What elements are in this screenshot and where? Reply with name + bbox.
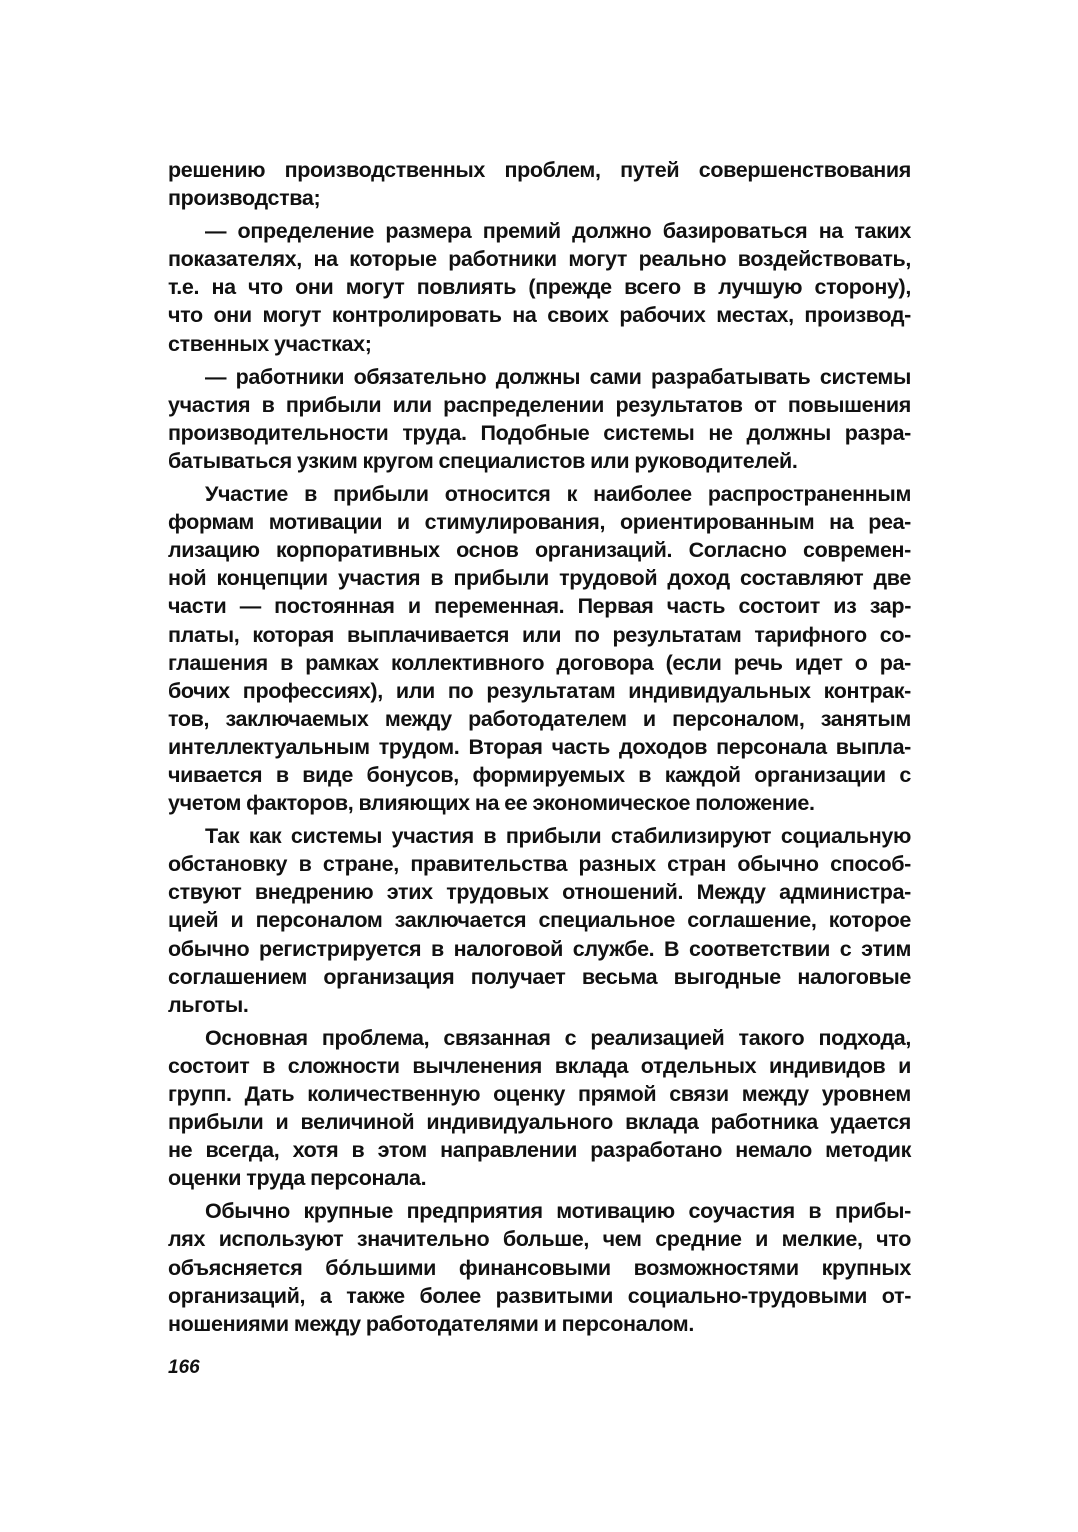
text-line: объясняется бóльшими финансовыми возможностями крупных [168, 1255, 911, 1280]
text-line: участия в прибыли или распределении результатов от повышения [168, 392, 911, 417]
text-line: ношениями между работодателями и персоналом. [168, 1311, 694, 1336]
text-line: обстановку в стране, правительства разных стран обычно способ- [168, 852, 911, 877]
text-line: цией и персоналом заключается специальное соглашение, которое [168, 908, 911, 933]
paragraph [168, 480, 911, 817]
paragraph [168, 217, 911, 357]
text-line: глашения в рамках коллективного договора (если речь идет о ра- [168, 650, 911, 675]
text-line: тов, заключаемых между работодателем и персоналом, занятым [168, 706, 911, 731]
paragraph [168, 156, 911, 212]
text-line: ствуют внедрению этих трудовых отношений. Между администра- [168, 880, 911, 905]
text-line: соглашением организация получает весьма выгодные налоговые [168, 964, 911, 989]
text-line: ной концепции участия в прибыли трудовой доход составляют две [168, 566, 911, 591]
page-body [168, 156, 911, 1338]
text-line: производительности труда. Подобные системы не должны разра- [168, 420, 911, 445]
text-line: интеллектуальным трудом. Вторая часть доходов персонала выпла- [168, 734, 911, 759]
text-line: прибыли и величиной индивидуального вклада работника удается [168, 1110, 911, 1135]
paragraph [168, 822, 911, 1019]
text-line: лизацию корпоративных основ организаций. Согласно современ- [168, 538, 911, 563]
text-line: организаций, а также более развитыми социально-трудовыми от- [168, 1283, 911, 1308]
text-line: учетом факторов, влияющих на ее экономическое положение. [168, 791, 815, 816]
text-line: — работники обязательно должны сами разрабатывать системы [205, 364, 911, 389]
text-line: лях используют значительно больше, чем средние и мелкие, что [168, 1227, 911, 1252]
text-line: Участие в прибыли относится к наиболее распространенным [205, 482, 911, 507]
text-line: Обычно крупные предприятия мотивацию соучастия в прибы- [205, 1199, 911, 1224]
text-line: чивается в виде бонусов, формируемых в каждой организации с [168, 762, 911, 787]
text-line: решению производственных проблем, путей совершенствования [168, 158, 911, 182]
text-line: производства; [168, 186, 321, 211]
page-number: 166 [168, 1357, 200, 1378]
text-line: Так как системы участия в прибыли стабилизируют социальную [205, 824, 911, 849]
text-line: обычно регистрируется в налоговой службе. В соответствии с этим [168, 936, 911, 961]
text-line: что они могут контролировать на своих рабочих местах, производ- [168, 303, 911, 328]
text-line: т.е. на что они могут повлиять (прежде всего в лучшую сторону), [168, 275, 911, 300]
text-line: части — постоянная и переменная. Первая часть состоит из зар- [168, 594, 911, 619]
text-line: Основная проблема, связанная с реализацией такого подхода, [205, 1025, 911, 1050]
text-line: формам мотивации и стимулирования, ориентированным на реа- [168, 510, 911, 535]
text-line: ственных участках; [168, 331, 372, 356]
text-line: платы, которая выплачивается или по результатам тарифного со- [168, 622, 911, 647]
text-line: батываться узким кругом специалистов или руководителей. [168, 448, 798, 473]
paragraph [168, 1197, 911, 1337]
text-line: показателях, на которые работники могут реально воздействовать, [168, 247, 911, 272]
text-line: льготы. [168, 992, 249, 1017]
paragraph [168, 1024, 911, 1193]
text-line: не всегда, хотя в этом направлении разработано немало методик [168, 1138, 911, 1163]
text-line: групп. Дать количественную оценку прямой связи между уровнем [168, 1082, 911, 1106]
text-line: бочих профессиях), или по результатам индивидуальных контрак- [168, 678, 911, 703]
paragraph [168, 363, 911, 475]
text-line: состоит в сложности вычленения вклада отдельных индивидов и [168, 1053, 911, 1078]
text-line: оценки труда персонала. [168, 1166, 427, 1191]
text-line: — определение размера премий должно базироваться на таких [205, 219, 911, 244]
